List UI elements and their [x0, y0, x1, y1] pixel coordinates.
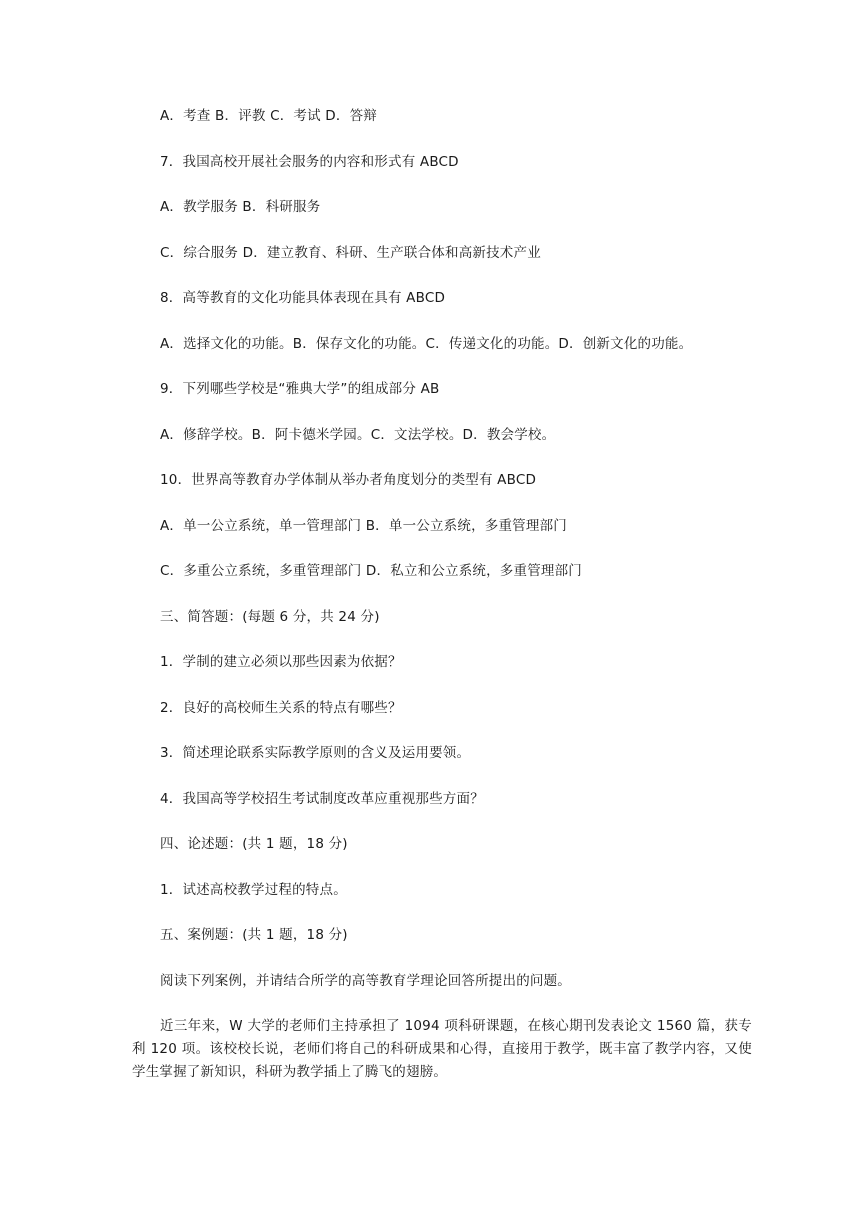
option-line: A．教学服务 B．科研服务: [160, 199, 321, 215]
option-line: A．修辞学校。B．阿卡德米学园。C．文法学校。D．教会学校。: [160, 427, 556, 443]
question-line: 3．简述理论联系实际教学原则的含义及运用要领。: [160, 745, 471, 761]
option-line: A．选择文化的功能。B．保存文化的功能。C．传递文化的功能。D．创新文化的功能。: [160, 336, 693, 352]
question-line: 9．下列哪些学校是“雅典大学”的组成部分 AB: [160, 381, 440, 397]
question-line: 10．世界高等教育办学体制从举办者角度划分的类型有 ABCD: [160, 472, 537, 488]
option-line: C．综合服务 D．建立教育、科研、生产联合体和高新技术产业: [160, 245, 541, 261]
option-line: A．考查 B．评教 C．考试 D．答辩: [160, 108, 377, 124]
question-line: 8．高等教育的文化功能具体表现在具有 ABCD: [160, 290, 446, 306]
question-line: 1．学制的建立必须以那些因素为依据？: [160, 654, 402, 670]
question-line: 4．我国高等学校招生考试制度改革应重视那些方面？: [160, 791, 484, 807]
section-heading: 四、论述题：(共 1 题，18 分): [160, 836, 348, 852]
section-heading: 三、简答题：(每题 6 分，共 24 分): [160, 609, 380, 625]
question-line: 2．良好的高校师生关系的特点有哪些？: [160, 700, 402, 716]
question-line: 1．试述高校教学过程的特点。: [160, 882, 347, 898]
instruction-line: 阅读下列案例，并请结合所学的高等教育学理论回答所提出的问题。: [160, 973, 571, 989]
option-line: C．多重公立系统，多重管理部门 D．私立和公立系统，多重管理部门: [160, 563, 583, 579]
option-line: A．单一公立系统，单一管理部门 B．单一公立系统，多重管理部门: [160, 518, 567, 534]
section-heading: 五、案例题：(共 1 题，18 分): [160, 927, 348, 943]
question-line: 7．我国高校开展社会服务的内容和形式有 ABCD: [160, 154, 459, 170]
case-paragraph: 近三年来，W 大学的老师们主持承担了 1094 项科研课题，在核心期刊发表论文 1560 篇，获专利 120 项。该校校长说，老师们将自己的科研成果和心得，直接用于教学，既丰富了教学内容，又使学生掌握了新知识，科研为教学插上了腾飞的翅膀。: [132, 1018, 752, 1080]
